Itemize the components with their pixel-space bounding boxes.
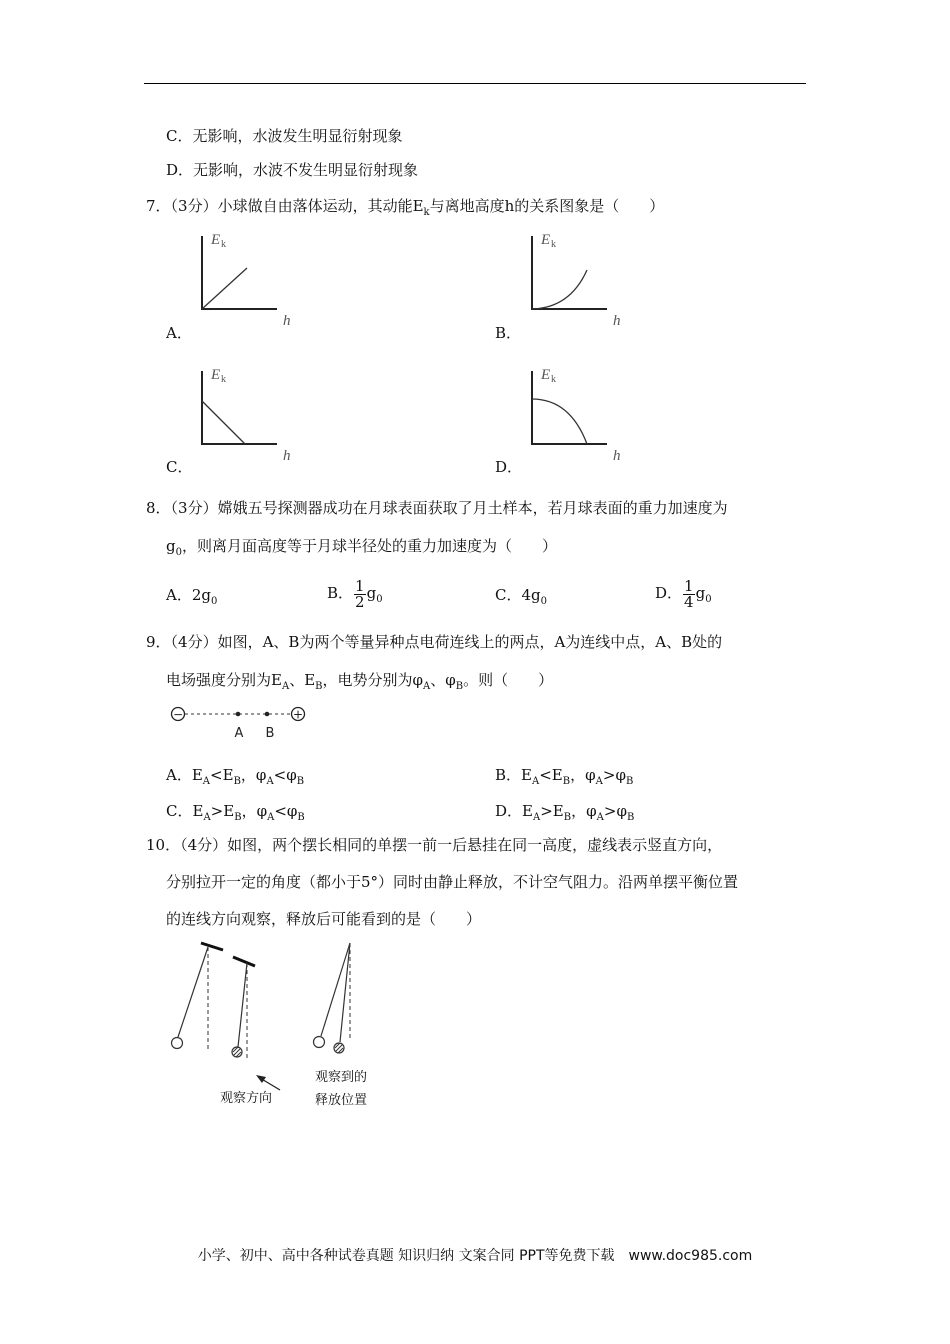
q8-option-b: B． $\frac{1}{2}$ $g_0$ <box>327 576 383 611</box>
svg-text:h: h <box>283 313 291 328</box>
svg-text:E: E <box>541 367 551 383</box>
svg-text:k: k <box>221 374 226 385</box>
observed-bob-front <box>314 1037 325 1048</box>
q10-stem-line2: 分别拉开一定的角度（都小于5°）同时由静止释放，不计空气阻力。沿两单摆平衡位置 <box>166 873 739 891</box>
q7-option-c-label: C． <box>166 458 193 476</box>
q6-option-c: C．无影响，水波发生明显衍射现象 <box>166 127 403 145</box>
svg-text:k: k <box>551 239 556 250</box>
svg-text:k: k <box>551 374 556 385</box>
q7-graph-a <box>185 228 295 328</box>
q9-option-c: C．$E_A>E_B$，$\varphi_A<\varphi_B$ <box>166 802 305 823</box>
q10-stem-line1: 10．（4分）如图，两个摆长相同的单摆一前一后悬挂在同一高度，虚线表示竖直方向， <box>146 836 723 854</box>
q6-option-d: D．无影响，水波不发生明显衍射现象 <box>166 161 419 179</box>
q9-option-d: D．$E_A>E_B$，$\varphi_A>\varphi_B$ <box>495 802 635 823</box>
q8-option-a: A．$2g_0$ <box>166 586 218 607</box>
svg-text:k: k <box>221 239 226 250</box>
q7-graph-c <box>185 363 295 463</box>
svg-text:+: + <box>292 707 304 722</box>
q9-stem-line1: 9．（4分）如图，A、B为两个等量异种点电荷连线上的两点，A为连线中点，A、B处的 <box>146 633 723 651</box>
q7-option-b-label: B． <box>495 324 522 342</box>
q7-option-a-label: A． <box>166 324 192 342</box>
svg-text:h: h <box>613 448 621 463</box>
q9-option-b: B．$E_A<E_B$，$\varphi_A>\varphi_B$ <box>495 766 634 787</box>
svg-text:−: − <box>172 707 184 722</box>
page-footer: 小学、初中、高中各种试卷真题 知识归纳 文案合同 PPT等免费下载 www.doc985.com <box>197 1248 753 1264</box>
q8-option-d: D． $\frac{1}{4}$ $g_0$ <box>655 576 712 611</box>
svg-text:E: E <box>211 367 221 383</box>
svg-text:E: E <box>541 232 551 248</box>
q10-stem-line3: 的连线方向观察，释放后可能看到的是（ ） <box>166 910 482 928</box>
q8-stem-line1: 8．（3分）嫦娥五号探测器成功在月球表面获取了月土样本，若月球表面的重力加速度为 <box>146 499 728 517</box>
svg-text:释放位置: 释放位置 <box>315 1093 368 1108</box>
q9-option-a: A．$E_A<E_B$，$\varphi_A<\varphi_B$ <box>166 766 305 787</box>
header-rule <box>144 83 806 84</box>
q7-stem: 7．（3分）小球做自由落体运动，其动能$E_k$与离地高度h的关系图象是（ ） <box>146 197 665 218</box>
svg-text:观察方向: 观察方向 <box>220 1091 273 1106</box>
q9-point-b <box>265 712 270 717</box>
svg-text:E: E <box>211 232 221 248</box>
q9-stem-line2: 电场强度分别为$E_A$、$E_B$，电势分别为$\varphi_A$、$\varphi_B$。则（ ） <box>166 671 554 692</box>
q8-stem-line2: $g_0$，则离月面高度等于月球半径处的重力加速度为（ ） <box>166 537 557 558</box>
q9-point-a <box>236 712 241 717</box>
svg-text:A: A <box>234 726 244 741</box>
q9-charge-diagram <box>166 703 316 743</box>
svg-text:h: h <box>613 313 621 328</box>
pendulum-bob-front <box>172 1038 183 1049</box>
q10-pendulum-diagram <box>160 935 400 1115</box>
q7-graph-b <box>515 228 625 328</box>
svg-text:观察到的: 观察到的 <box>315 1070 368 1085</box>
q7-graph-d <box>515 363 625 463</box>
q7-option-d-label: D． <box>495 458 523 476</box>
svg-text:B: B <box>265 726 275 741</box>
q8-option-c: C．$4g_0$ <box>495 586 547 607</box>
svg-text:h: h <box>283 448 291 463</box>
